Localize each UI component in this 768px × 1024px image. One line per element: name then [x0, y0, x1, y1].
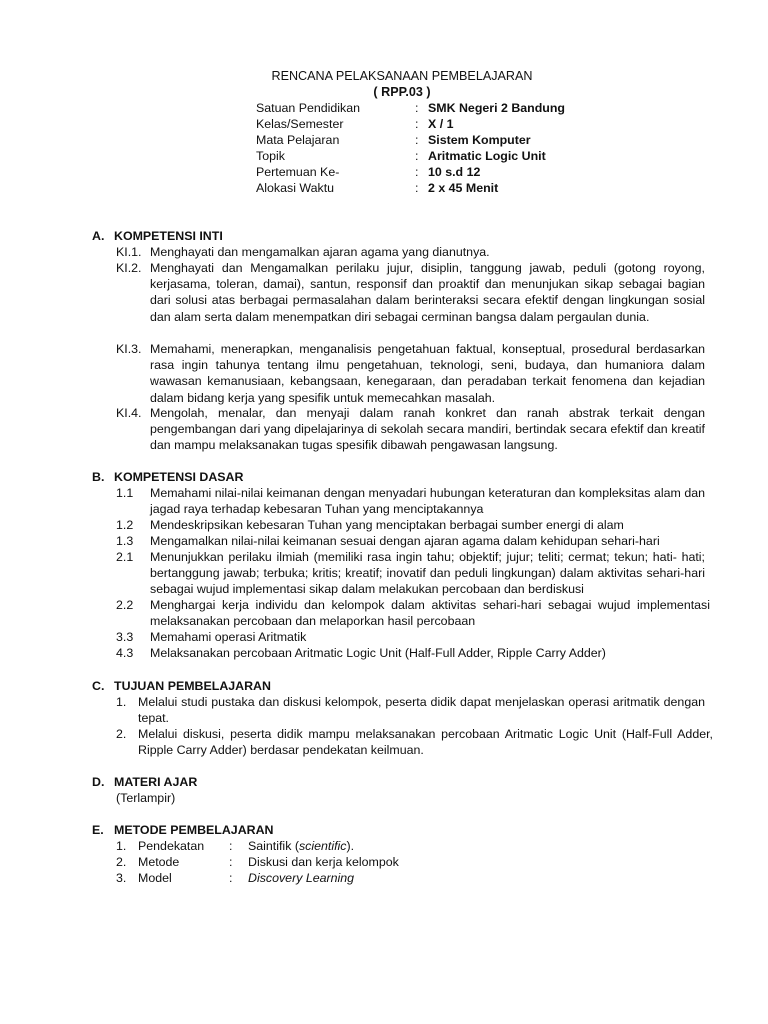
metode-colon: :	[229, 871, 233, 885]
metode-number: 1.	[116, 839, 127, 853]
kd-number: 1.1	[116, 486, 134, 500]
identity-colon: :	[415, 133, 419, 147]
kd-number: 4.3	[116, 646, 134, 660]
metode-value-text: Diskusi dan kerja kelompok	[248, 855, 399, 869]
identity-value: Sistem Komputer	[428, 133, 531, 147]
kd-text	[150, 485, 705, 517]
document-code: ( RPP.03 )	[373, 85, 431, 99]
metode-number: 3.	[116, 871, 127, 885]
identity-label: Kelas/Semester	[256, 117, 344, 131]
metode-value-suffix: ).	[346, 839, 355, 853]
identity-colon: :	[415, 101, 419, 115]
ki-line: kreatif dan mampu melaksanakan tugas spesifik dibawah pengawasan langsung.	[150, 422, 705, 453]
kd-text	[150, 597, 710, 629]
ki-line: sosial dan alam serta dalam menempatkan diri sebagai cerminan bangsa dalam pergaulan	[150, 293, 705, 324]
identity-label: Alokasi Waktu	[256, 181, 335, 195]
kd-line: Melaksanakan percobaan Aritmatic Logic Unit (Half-Full Adder, Ripple Carry Adder)	[150, 646, 606, 660]
ki-text	[150, 341, 705, 406]
tujuan-number: 1.	[116, 695, 127, 709]
kd-line: Mengamalkan nilai-nilai keimanan sesuai dengan ajaran agama dalam kehidupan sehari-hari	[150, 534, 660, 548]
section-letter: B.	[92, 470, 105, 484]
document-title: RENCANA PELAKSANAAN PEMBELAJARAN	[271, 69, 533, 83]
section-letter: D.	[92, 775, 105, 789]
ki-line: Mengolah, menalar, dan menyaji dalam ranah konkret dan ranah abstrak terkait dengan	[150, 406, 705, 420]
kd-line: dan jagad raya terhadap kebesaran Tuhan yang menciptakannya	[150, 486, 705, 517]
ki-text	[150, 244, 710, 260]
section-letter: C.	[92, 679, 105, 693]
kd-number: 3.3	[116, 630, 134, 644]
kd-line: Memahami operasi Aritmatik	[150, 630, 307, 644]
kd-number: 2.1	[116, 550, 134, 564]
ki-line: Menghayati dan Mengamalkan perilaku jujur, disiplin, tanggung jawab, peduli (gotong royong,	[150, 261, 705, 275]
section-heading-kompetensi-inti	[92, 228, 223, 244]
tujuan-number: 2.	[116, 727, 127, 741]
section-heading-tujuan-pembelajaran	[92, 678, 271, 694]
kd-line: hati; bertanggung jawab; terbuka; kritis; kreatif; inovatif dan peduli lingkungan) dalam aktivitas	[150, 550, 705, 581]
metode-value	[248, 854, 399, 870]
ki-line: berdasarkan rasa ingin tahunya tentang ilmu pengetahuan, teknologi, seni, budaya, dan	[150, 342, 705, 373]
ki-line: Memahami, menerapkan, menganalisis pengetahuan faktual, konseptual, prosedural	[150, 342, 631, 356]
section-title: METODE PEMBELAJARAN	[114, 823, 274, 837]
section-letter: E.	[92, 823, 104, 837]
metode-value-italic: Discovery Learning	[248, 871, 355, 885]
ki-line: humaniora dalam wawasan kemanusiaan, kebangsaan, kenegaraan, dan peradaban terkait	[150, 358, 705, 389]
identity-value: 10 s.d 12	[428, 165, 481, 179]
section-heading-metode-pembelajaran	[92, 822, 274, 838]
section-heading-kompetensi-dasar	[92, 469, 243, 485]
identity-value: SMK Negeri 2 Bandung	[428, 101, 565, 115]
metode-label: Pendekatan	[138, 839, 205, 853]
kd-number: 1.3	[116, 534, 134, 548]
kd-line: Menghargai kerja individu dan kelompok dalam aktivitas sehari-hari sebagai wujud implementasi	[150, 598, 710, 612]
metode-value	[248, 870, 354, 886]
identity-label: Mata Pelajaran	[256, 133, 340, 147]
kd-number: 2.2	[116, 598, 134, 612]
kd-text	[150, 645, 710, 661]
tujuan-line: dengan tepat.	[138, 695, 705, 726]
kd-line: sehari-hari sebagai wujud implementasi sikap dalam melakukan percobaan dan berdiskusi	[150, 566, 705, 597]
kd-line: melaksanakan percobaan dan melaporkan hasil percobaan	[150, 614, 476, 629]
identity-label: Pertemuan Ke-	[256, 165, 340, 179]
ki-text	[150, 405, 705, 454]
identity-label: Topik	[256, 149, 285, 163]
section-letter: A.	[92, 229, 105, 243]
ki-text	[150, 260, 705, 325]
tujuan-line: Ripple Carry Adder) berdasar pendekatan keilmuan.	[138, 743, 424, 758]
identity-value: X / 1	[428, 117, 454, 131]
identity-value: Aritmatic Logic Unit	[428, 149, 546, 163]
identity-colon: :	[415, 181, 419, 195]
section-title: MATERI AJAR	[114, 775, 198, 789]
tujuan-line: Melalui diskusi, peserta didik mampu melaksanakan percobaan Aritmatic Logic Unit (Half-Full Adder,	[138, 727, 713, 741]
ki-number: KI.1.	[116, 245, 142, 259]
kd-line: Memahami nilai-nilai keimanan dengan menyadari hubungan keteraturan dan kompleksitas alam	[150, 486, 681, 500]
metode-colon: :	[229, 855, 233, 869]
section-heading-materi-ajar	[92, 774, 197, 790]
ki-number: KI.2.	[116, 261, 142, 275]
metode-label: Metode	[138, 855, 180, 869]
ki-line: pengembangan dari yang dipelajarinya di sekolah secara mandiri, bertindak secara efektif dan	[150, 422, 668, 437]
kd-text	[150, 629, 710, 645]
section-title: TUJUAN PEMBELAJARAN	[114, 679, 271, 693]
kd-text	[150, 549, 705, 598]
identity-colon: :	[415, 117, 419, 131]
section-title: KOMPETENSI INTI	[114, 229, 223, 243]
metode-number: 2.	[116, 855, 127, 869]
kd-line: Menunjukkan perilaku ilmiah (memiliki rasa ingin tahu; objektif; jujur; teliti; cermat; tekun; hati-	[150, 550, 677, 564]
ki-line: fenomena dan kejadian dalam bidang kerja yang spesifik untuk memecahkan masalah.	[150, 374, 705, 405]
kd-number: 1.2	[116, 518, 134, 532]
tujuan-text	[138, 694, 705, 726]
section-title: KOMPETENSI DASAR	[114, 470, 244, 484]
identity-label: Satuan Pendidikan	[256, 101, 361, 115]
ki-number: KI.4.	[116, 406, 142, 420]
ki-line: Menghayati dan mengamalkan ajaran agama yang dianutnya.	[150, 245, 490, 259]
kd-text	[150, 517, 710, 533]
ki-line: dari solusi atas berbagai permasalahan dalam berinteraksi secara efektif dengan lingkungan	[150, 293, 669, 308]
identity-colon: :	[415, 149, 419, 163]
tujuan-text	[138, 726, 713, 758]
kd-text	[150, 533, 710, 549]
ki-line: dunia.	[615, 309, 650, 324]
metode-value-text: Saintifik (	[248, 839, 299, 853]
metode-value	[248, 838, 354, 854]
ki-line: kerjasama, toleran, damai), santun, responsif dan proaktif dan menunjukan sikap sebagai bagian	[150, 277, 705, 292]
metode-colon: :	[229, 839, 233, 853]
ki-number: KI.3.	[116, 342, 142, 356]
metode-label: Model	[138, 871, 172, 885]
tujuan-line: Melalui studi pustaka dan diskusi kelompok, peserta didik dapat menjelaskan operasi aritmatik	[138, 695, 660, 709]
identity-value: 2 x 45 Menit	[428, 181, 499, 195]
identity-colon: :	[415, 165, 419, 179]
kd-line: Mendeskripsikan kebesaran Tuhan yang menciptakan berbagai sumber energi di alam	[150, 518, 624, 532]
materi-text: (Terlampir)	[116, 791, 176, 805]
metode-value-italic: scientific	[298, 839, 347, 853]
